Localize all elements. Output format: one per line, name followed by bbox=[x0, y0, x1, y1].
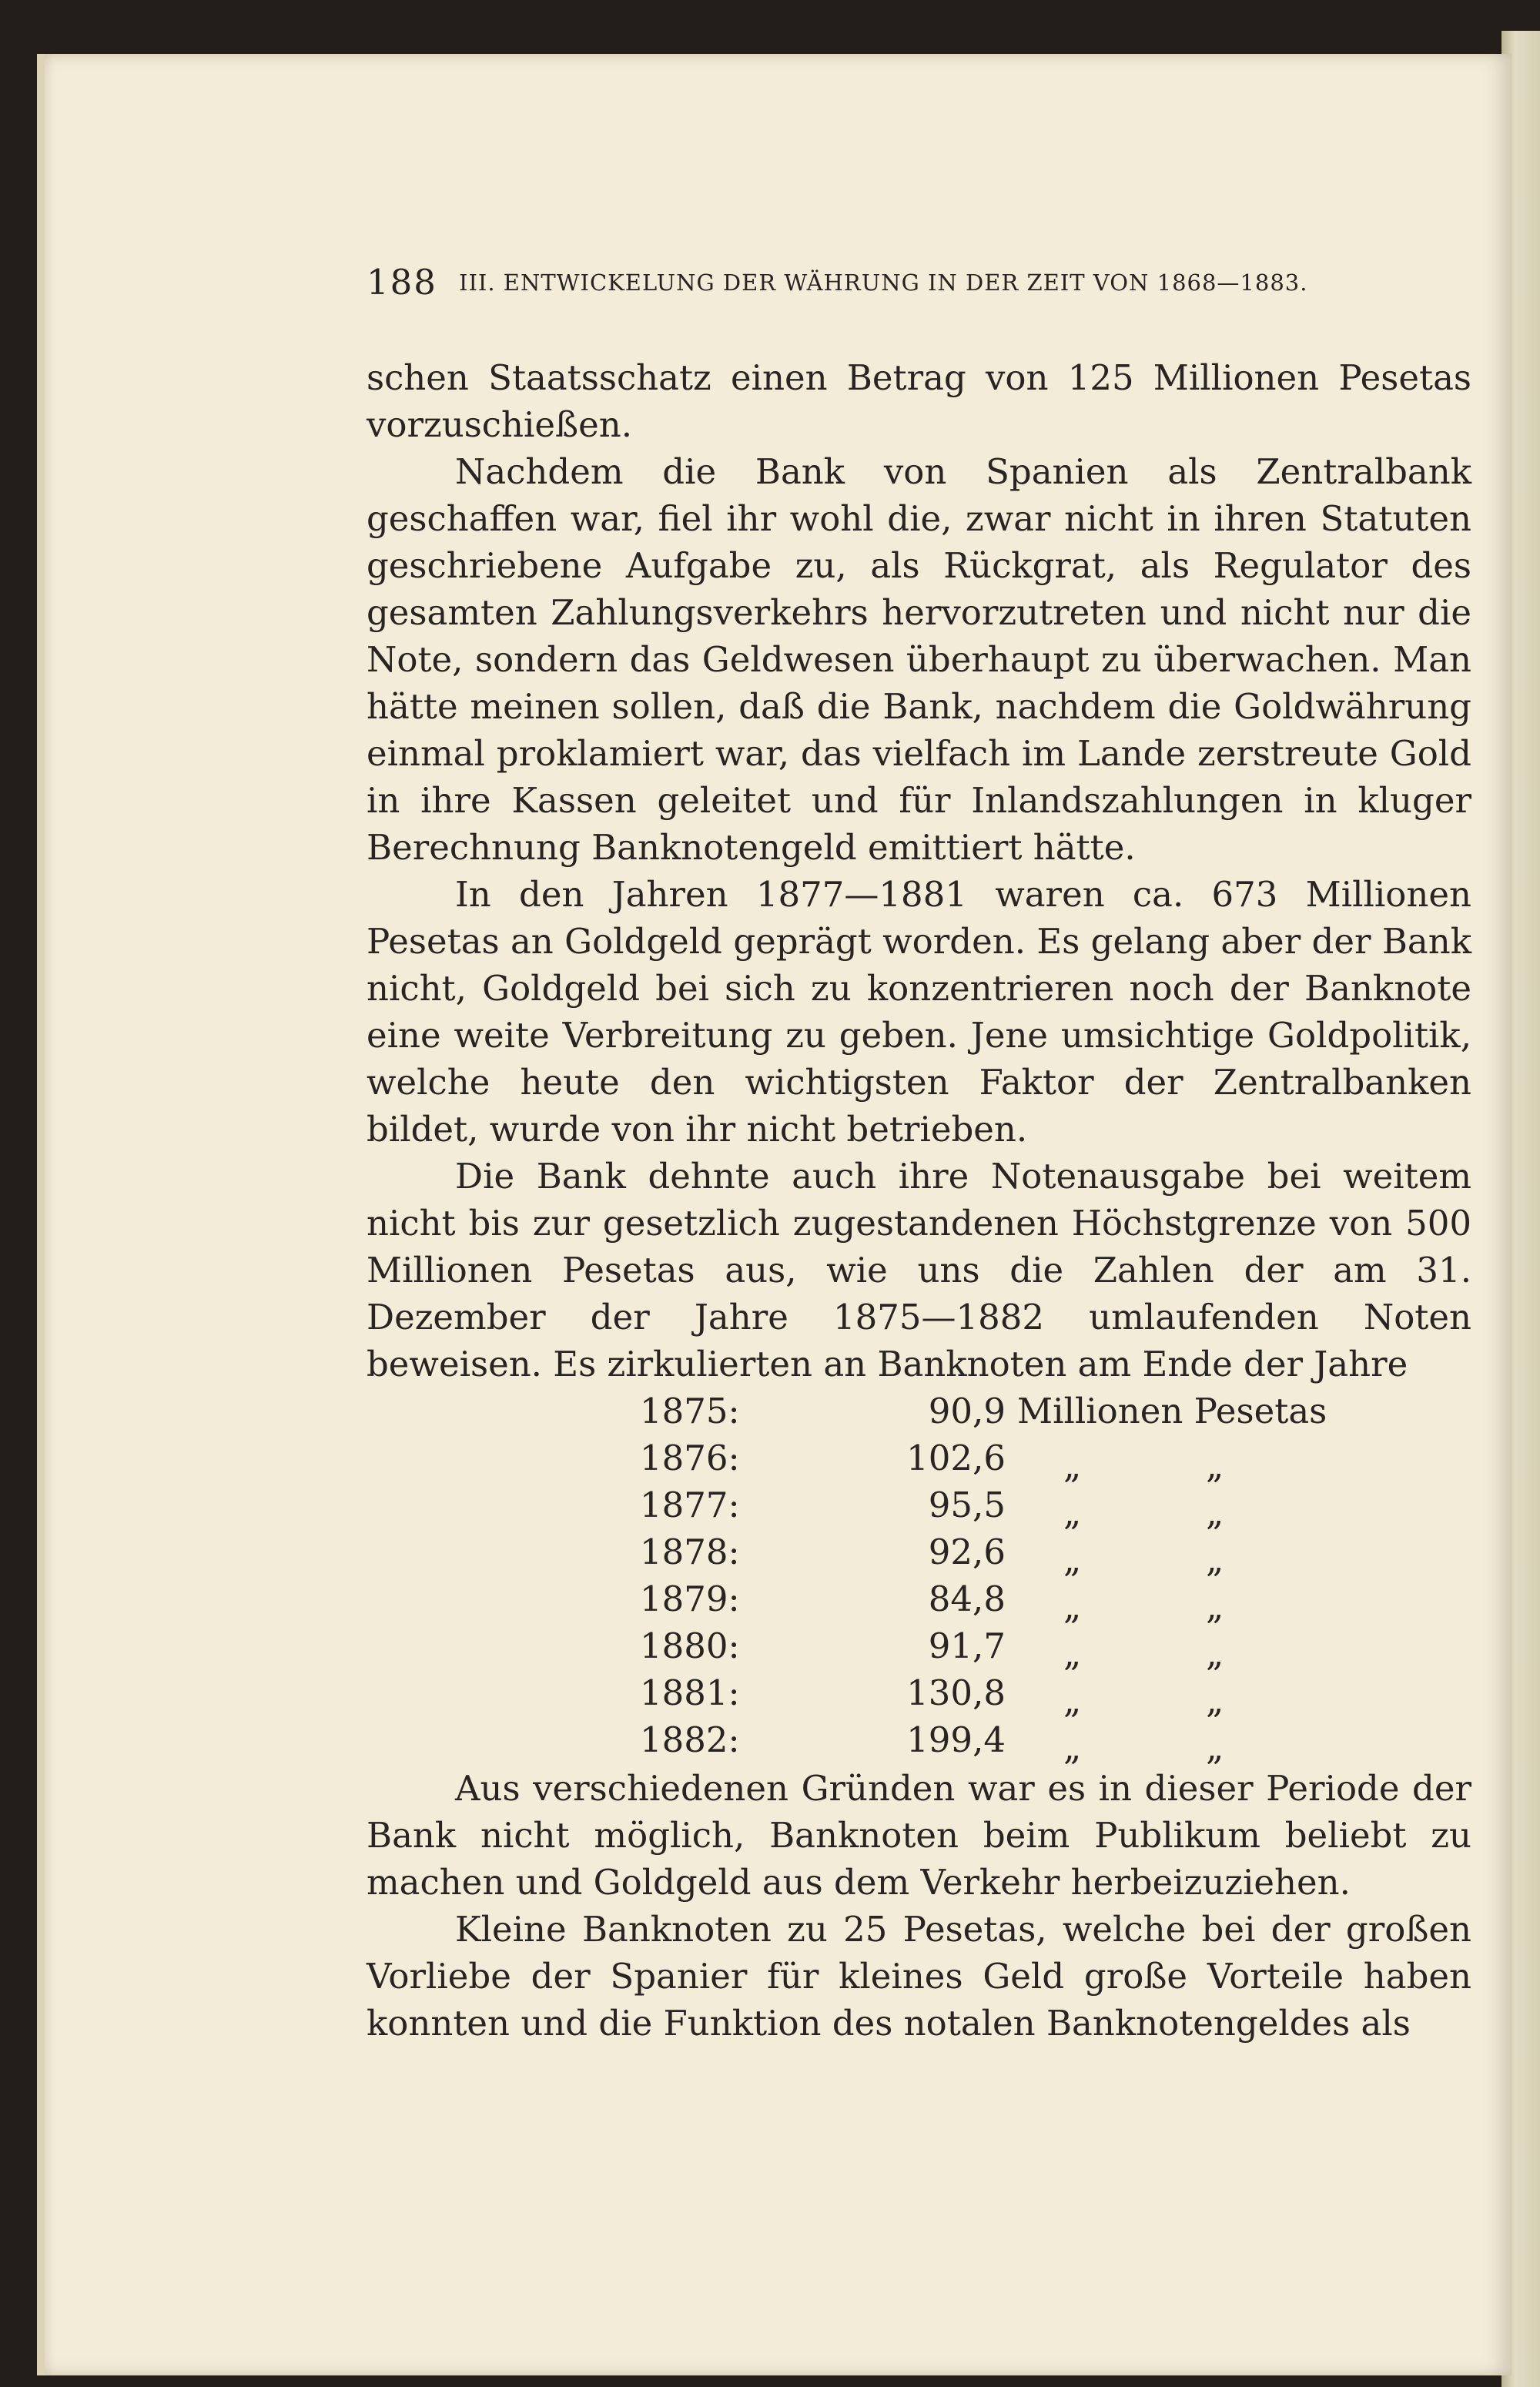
ditto-mark: „ bbox=[1206, 1539, 1224, 1580]
ditto-mark: „ bbox=[1063, 1539, 1082, 1580]
table-row bbox=[367, 1575, 1471, 1627]
paragraph-4: Die Bank dehnte auch ihre Notenausgabe bei weitem nicht bis zur gesetzlich zugestandenen Höchstgrenze von 500 Millionen Pesetas aus, wie uns die Zahlen der am 31. Dezember der Jahre 1875—1882 umlaufenden Noten beweisen. Es zirkulierten an Banknoten am Ende der Jahre bbox=[367, 1156, 1471, 1384]
table-year: 1877: bbox=[640, 1485, 740, 1525]
table-value: 95,5 bbox=[928, 1485, 1006, 1525]
ditto-mark: „ bbox=[1063, 1492, 1082, 1533]
ditto-mark: „ bbox=[1206, 1586, 1224, 1627]
ditto-mark: „ bbox=[1063, 1586, 1082, 1627]
book-page bbox=[37, 54, 1512, 2375]
table-value: 91,7 bbox=[928, 1625, 1006, 1666]
running-head: III. ENTWICKELUNG DER WÄHRUNG IN DER ZEIT VON 1868—1883. bbox=[459, 270, 1308, 296]
paragraph-5: Aus verschiedenen Gründen war es in dieser Periode der Bank nicht möglich, Banknoten beim Publikum beliebt zu machen und Goldgeld aus dem Verkehr herbeizuziehen. bbox=[367, 1768, 1471, 1903]
table-value: 102,6 bbox=[906, 1438, 1006, 1478]
paragraph-6: Kleine Banknoten zu 25 Pesetas, welche bei der großen Vorliebe der Spanier für kleines Geld große Vorteile haben konnten und die Funktion des notalen Banknotengeldes als bbox=[367, 1909, 1471, 2044]
table-year: 1881: bbox=[640, 1672, 740, 1713]
page-number: 188 bbox=[367, 262, 437, 303]
table-year: 1882: bbox=[640, 1719, 740, 1760]
table-value: 199,4 bbox=[906, 1719, 1006, 1760]
ditto-mark: „ bbox=[1206, 1680, 1224, 1721]
table-value: 130,8 bbox=[906, 1672, 1006, 1713]
table-value: 90,9 bbox=[928, 1391, 1006, 1431]
ditto-mark: „ bbox=[1206, 1445, 1224, 1486]
table-year: 1880: bbox=[640, 1625, 740, 1666]
paragraph-1: schen Staatsschatz einen Betrag von 125 Millionen Pesetas vorzuschießen. bbox=[367, 357, 1471, 445]
table-value: 84,8 bbox=[928, 1578, 1006, 1619]
ditto-mark: „ bbox=[1063, 1680, 1082, 1721]
ditto-mark: „ bbox=[1063, 1727, 1082, 1768]
banknote-circulation-table bbox=[367, 1388, 1471, 1768]
table-row bbox=[367, 1435, 1471, 1486]
table-row bbox=[367, 1481, 1471, 1533]
table-year: 1875: bbox=[640, 1391, 740, 1431]
table-row bbox=[367, 1528, 1471, 1580]
table-unit: Millionen Pesetas bbox=[1017, 1391, 1327, 1431]
table-row bbox=[367, 1388, 1471, 1435]
table-year: 1879: bbox=[640, 1578, 740, 1619]
table-value: 92,6 bbox=[928, 1532, 1006, 1572]
paragraph-2: Nachdem die Bank von Spanien als Zentralbank geschaffen war, fiel ihr wohl die, zwar nicht in ihren Statuten geschriebene Aufgabe zu, als Rückgrat, als Regulator des gesamten Zahlungsverkehrs hervorzutreten und nicht nur die Note, sondern das Geldwesen überhaupt zu überwachen. Man hätte meinen sollen, daß die Bank, nachdem die Goldwährung einmal proklamiert war, das vielfach im Lande zerstreute Gold in ihre Kassen geleitet und für Inlandszahlungen in kluger Berechnung Banknotengeld emittiert hätte. bbox=[367, 451, 1471, 868]
table-row bbox=[367, 1716, 1471, 1768]
ditto-mark: „ bbox=[1206, 1492, 1224, 1533]
ditto-mark: „ bbox=[1063, 1445, 1082, 1486]
ditto-mark: „ bbox=[1063, 1633, 1082, 1674]
ditto-mark: „ bbox=[1206, 1633, 1224, 1674]
ditto-mark: „ bbox=[1206, 1727, 1224, 1768]
paragraph-3: In den Jahren 1877—1881 waren ca. 673 Millionen Pesetas an Goldgeld geprägt worden. Es gelang aber der Bank nicht, Goldgeld bei sich zu konzentrieren noch der Banknote eine weite Verbreitung zu geben. Jene umsichtige Goldpolitik, welche heute den wichtigsten Faktor der Zentralbanken bildet, wurde von ihr nicht betrieben. bbox=[367, 874, 1471, 1150]
body-text bbox=[367, 354, 1471, 2047]
table-row bbox=[367, 1669, 1471, 1721]
table-year: 1876: bbox=[640, 1438, 740, 1478]
table-year: 1878: bbox=[640, 1532, 740, 1572]
table-row bbox=[367, 1622, 1471, 1674]
page-header bbox=[367, 262, 1471, 308]
